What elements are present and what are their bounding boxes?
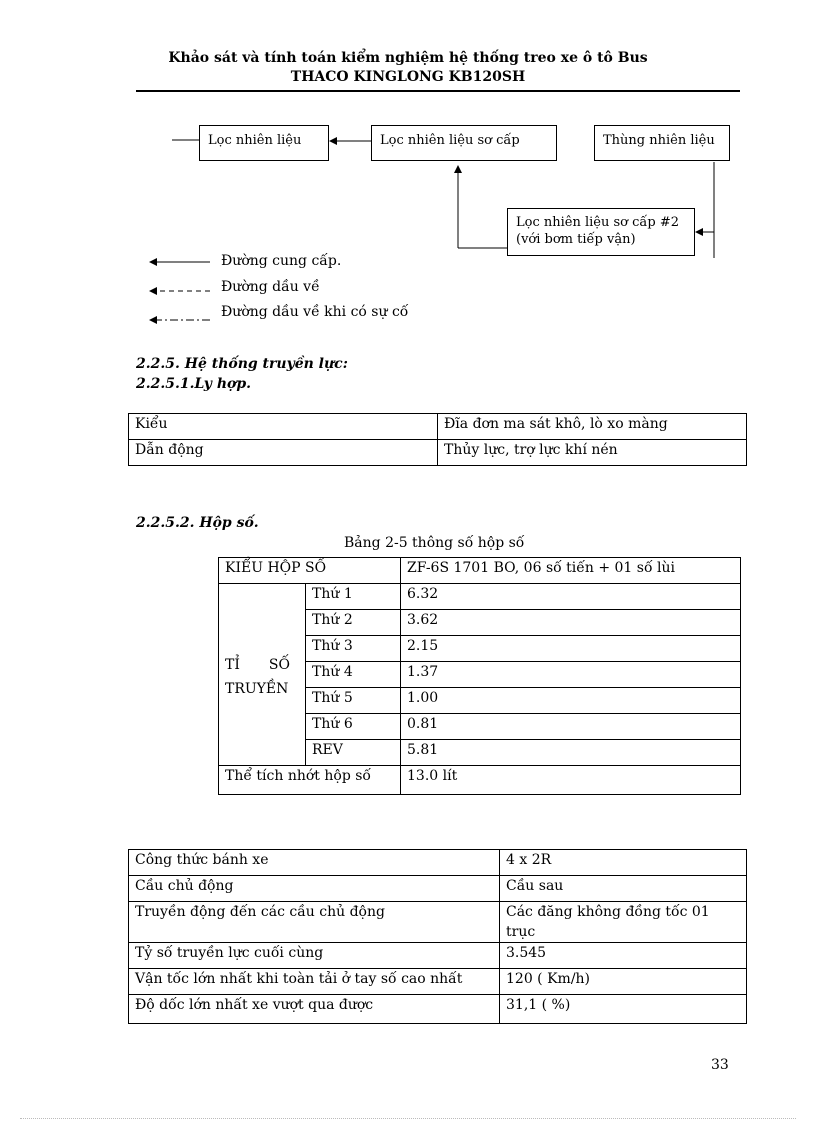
clutch-type-label: Kiểu <box>129 414 438 440</box>
drive-value: Cầu sau <box>500 876 747 902</box>
legend-fault-return: Đường dầu về khi có sự cố <box>221 304 409 320</box>
gearbox-table-caption: Bảng 2-5 thông số hộp số <box>344 535 525 551</box>
box-fuel-filter: Lọc nhiên liệu <box>199 125 329 161</box>
gear-ratio-label <box>219 584 306 766</box>
box-primary-fuel-filter-2-line2: (với bơm tiếp vận) <box>516 232 636 247</box>
section-heading-drivetrain: 2.2.5. Hệ thống truyền lực: <box>136 356 348 372</box>
drive-label: Độ dốc lớn nhất xe vượt qua được <box>129 995 500 1024</box>
box-fuel-tank: Thùng nhiên liệu <box>594 125 730 161</box>
gear-ratio-label-c: TRUYỀN <box>225 680 289 697</box>
page-number: 33 <box>711 1057 729 1073</box>
table-row <box>129 995 747 1024</box>
fuel-flow-diagram <box>0 0 816 340</box>
table-row <box>129 876 747 902</box>
table-row <box>129 850 747 876</box>
gearbox-type-label: KIỂU HỘP SỐ <box>219 558 401 584</box>
gear-name: Thứ 4 <box>306 662 401 688</box>
drive-value: 120 ( Km/h) <box>500 969 747 995</box>
table-row <box>219 766 741 795</box>
gear-ratio-value: 0.81 <box>401 714 741 740</box>
legend-supply: Đường cung cấp. <box>221 253 342 269</box>
clutch-drive-value: Thủy lực, trợ lực khí nén <box>438 440 747 466</box>
document-header-title: Khảo sát và tính toán kiểm nghiệm hệ thống treo xe ô tô Bus <box>168 50 648 66</box>
gear-ratio-value: 5.81 <box>401 740 741 766</box>
drive-label: Công thức bánh xe <box>129 850 500 876</box>
gear-name: Thứ 3 <box>306 636 401 662</box>
gear-ratio-value: 1.00 <box>401 688 741 714</box>
drive-label: Cầu chủ động <box>129 876 500 902</box>
gear-ratio-label-b: SỐ <box>268 656 290 673</box>
table-row <box>129 440 747 466</box>
drive-label: Truyền động đến các cầu chủ động <box>129 902 500 943</box>
drive-value: Các đăng không đồng tốc 01 trục <box>500 902 747 943</box>
box-primary-fuel-filter: Lọc nhiên liệu sơ cấp <box>371 125 557 161</box>
section-heading-clutch: 2.2.5.1.Ly hợp. <box>136 376 251 392</box>
table-row <box>219 584 741 610</box>
gearbox-oil-label: Thể tích nhớt hộp số <box>219 766 401 795</box>
gear-name: Thứ 5 <box>306 688 401 714</box>
drive-label: Tỷ số truyền lực cuối cùng <box>129 943 500 969</box>
gear-ratio-value: 6.32 <box>401 584 741 610</box>
document-header-subtitle: THACO KINGLONG KB120SH <box>290 69 526 85</box>
table-row <box>129 969 747 995</box>
gear-ratio-label-a: TỈ <box>225 656 240 673</box>
gearbox-table <box>218 557 741 795</box>
table-row <box>219 558 741 584</box>
gear-name: REV <box>306 740 401 766</box>
drive-value: 4 x 2R <box>500 850 747 876</box>
box-primary-fuel-filter-2-line1: Lọc nhiên liệu sơ cấp #2 <box>516 215 679 230</box>
gear-name: Thứ 1 <box>306 584 401 610</box>
drive-label: Vận tốc lớn nhất khi toàn tải ở tay số cao nhất <box>129 969 500 995</box>
gearbox-type-value: ZF-6S 1701 BO, 06 số tiến + 01 số lùi <box>401 558 741 584</box>
box-primary-fuel-filter-2 <box>507 208 695 256</box>
gear-name: Thứ 6 <box>306 714 401 740</box>
gear-ratio-value: 3.62 <box>401 610 741 636</box>
table-row <box>129 943 747 969</box>
drive-value: 31,1 ( %) <box>500 995 747 1024</box>
gear-ratio-value: 1.37 <box>401 662 741 688</box>
clutch-table <box>128 413 747 466</box>
clutch-type-value: Đĩa đơn ma sát khô, lò xo màng <box>438 414 747 440</box>
drive-value: 3.545 <box>500 943 747 969</box>
gear-ratio-value: 2.15 <box>401 636 741 662</box>
table-row <box>129 902 747 943</box>
footer-divider <box>20 1118 796 1119</box>
gearbox-oil-value: 13.0 lít <box>401 766 741 795</box>
section-heading-gearbox: 2.2.5.2. Hộp số. <box>136 515 259 531</box>
table-row <box>129 414 747 440</box>
gear-name: Thứ 2 <box>306 610 401 636</box>
legend-return: Đường dầu về <box>221 279 320 295</box>
clutch-drive-label: Dẫn động <box>129 440 438 466</box>
drivetrain-table <box>128 849 747 1024</box>
